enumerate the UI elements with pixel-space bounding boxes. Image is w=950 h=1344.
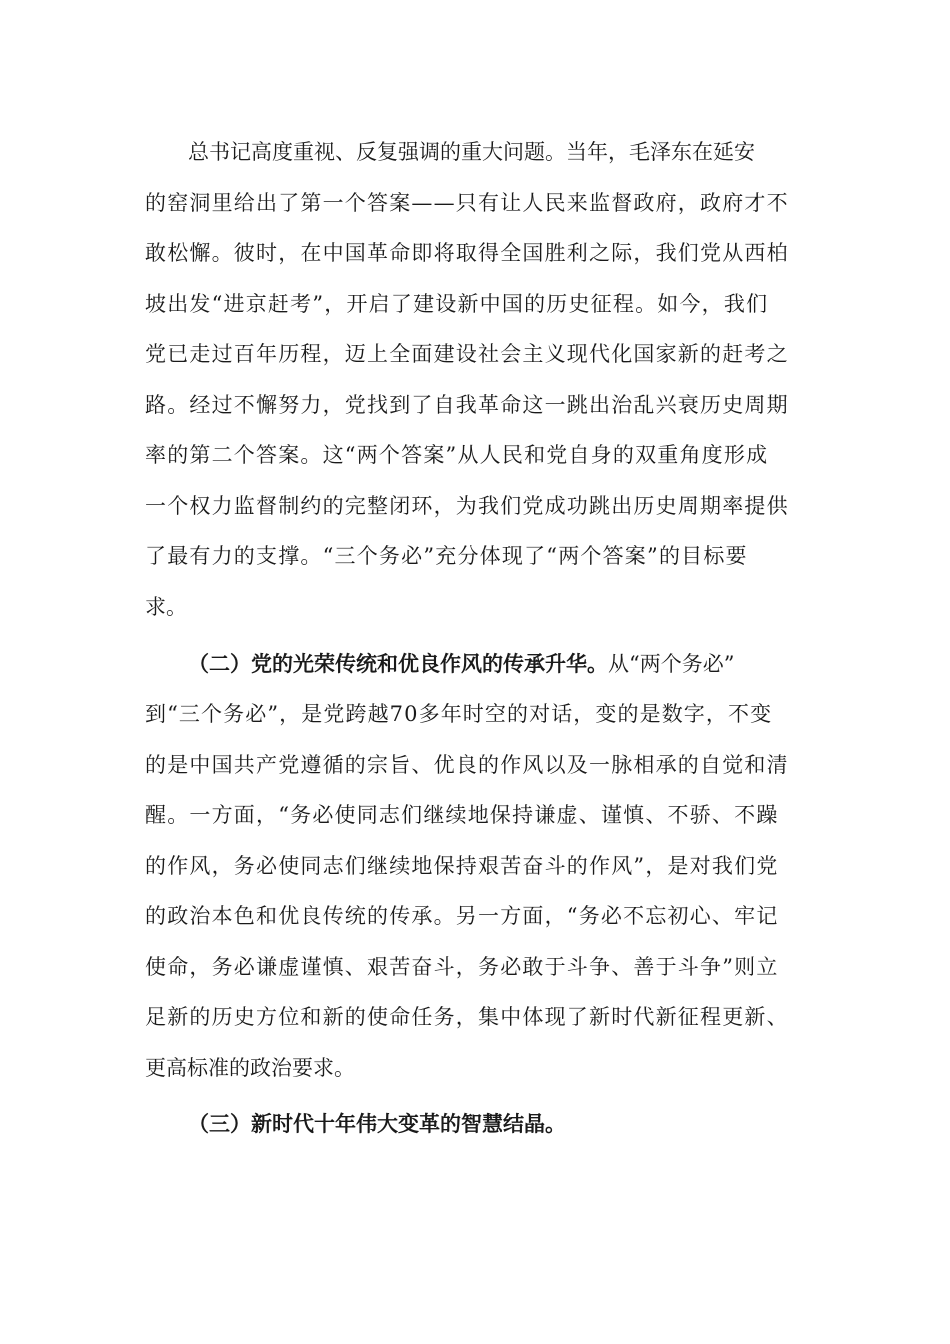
section-heading-2: （二）党的光荣传统和优良作风的传承升华。 bbox=[188, 651, 608, 676]
paragraph-line: 坡出发“进京赶考”，开启了建设新中国的历史征程。如今，我们 bbox=[145, 292, 769, 316]
paragraph-line: 使命，务必谦虚谨慎、艰苦奋斗，务必敢于斗争、善于斗争”则立 bbox=[145, 955, 779, 979]
paragraph-line: 的是中国共产党遵循的宗旨、优良的作风以及一脉相承的自觉和清 bbox=[145, 753, 789, 777]
paragraph-line: 党已走过百年历程，迈上全面建设社会主义现代化国家新的赶考之 bbox=[145, 342, 789, 366]
paragraph-line: 的政治本色和优良传统的传承。另一方面，“务必不忘初心、牢记 bbox=[145, 904, 779, 928]
paragraph-line: 的作风，务必使同志们继续地保持艰苦奋斗的作风”，是对我们党 bbox=[145, 854, 779, 878]
paragraph-line: 求。 bbox=[145, 595, 187, 619]
paragraph-line: 一个权力监督制约的完整闭环，为我们党成功跳出历史周期率提供 bbox=[145, 494, 789, 518]
paragraph-line bbox=[0, 644, 950, 684]
paragraph-line: 敢松懈。彼时，在中国革命即将取得全国胜利之际，我们党从西柏 bbox=[145, 241, 789, 265]
paragraph-line: 了最有力的支撑。“三个务必”充分体现了“两个答案”的目标要 bbox=[145, 544, 748, 568]
paragraph-line: 足新的历史方位和新的使命任务，集中体现了新时代新征程更新、 bbox=[145, 1005, 789, 1029]
paragraph-line: 率的第二个答案。这“两个答案”从人民和党自身的双重角度形成 bbox=[145, 443, 769, 467]
paragraph-line-continuation: 从“两个务必” bbox=[608, 652, 735, 676]
paragraph-line: 的窑洞里给出了第一个答案——只有让人民来监督政府，政府才不 bbox=[145, 191, 789, 215]
paragraph-line: 路。经过不懈努力，党找到了自我革命这一跳出治乱兴衰历史周期 bbox=[145, 393, 789, 417]
paragraph-line: 更高标准的政治要求。 bbox=[145, 1056, 355, 1080]
paragraph-line: 醒。一方面，“务必使同志们继续地保持谦虚、谨慎、不骄、不躁 bbox=[145, 803, 779, 827]
section-heading-3: （三）新时代十年伟大变革的智慧结晶。 bbox=[188, 1111, 566, 1136]
paragraph-line: 总书记高度重视、反复强调的重大问题。当年，毛泽东在延安 bbox=[188, 140, 755, 164]
paragraph-line: 到“三个务必”，是党跨越70多年时空的对话，变的是数字，不变 bbox=[145, 702, 773, 726]
